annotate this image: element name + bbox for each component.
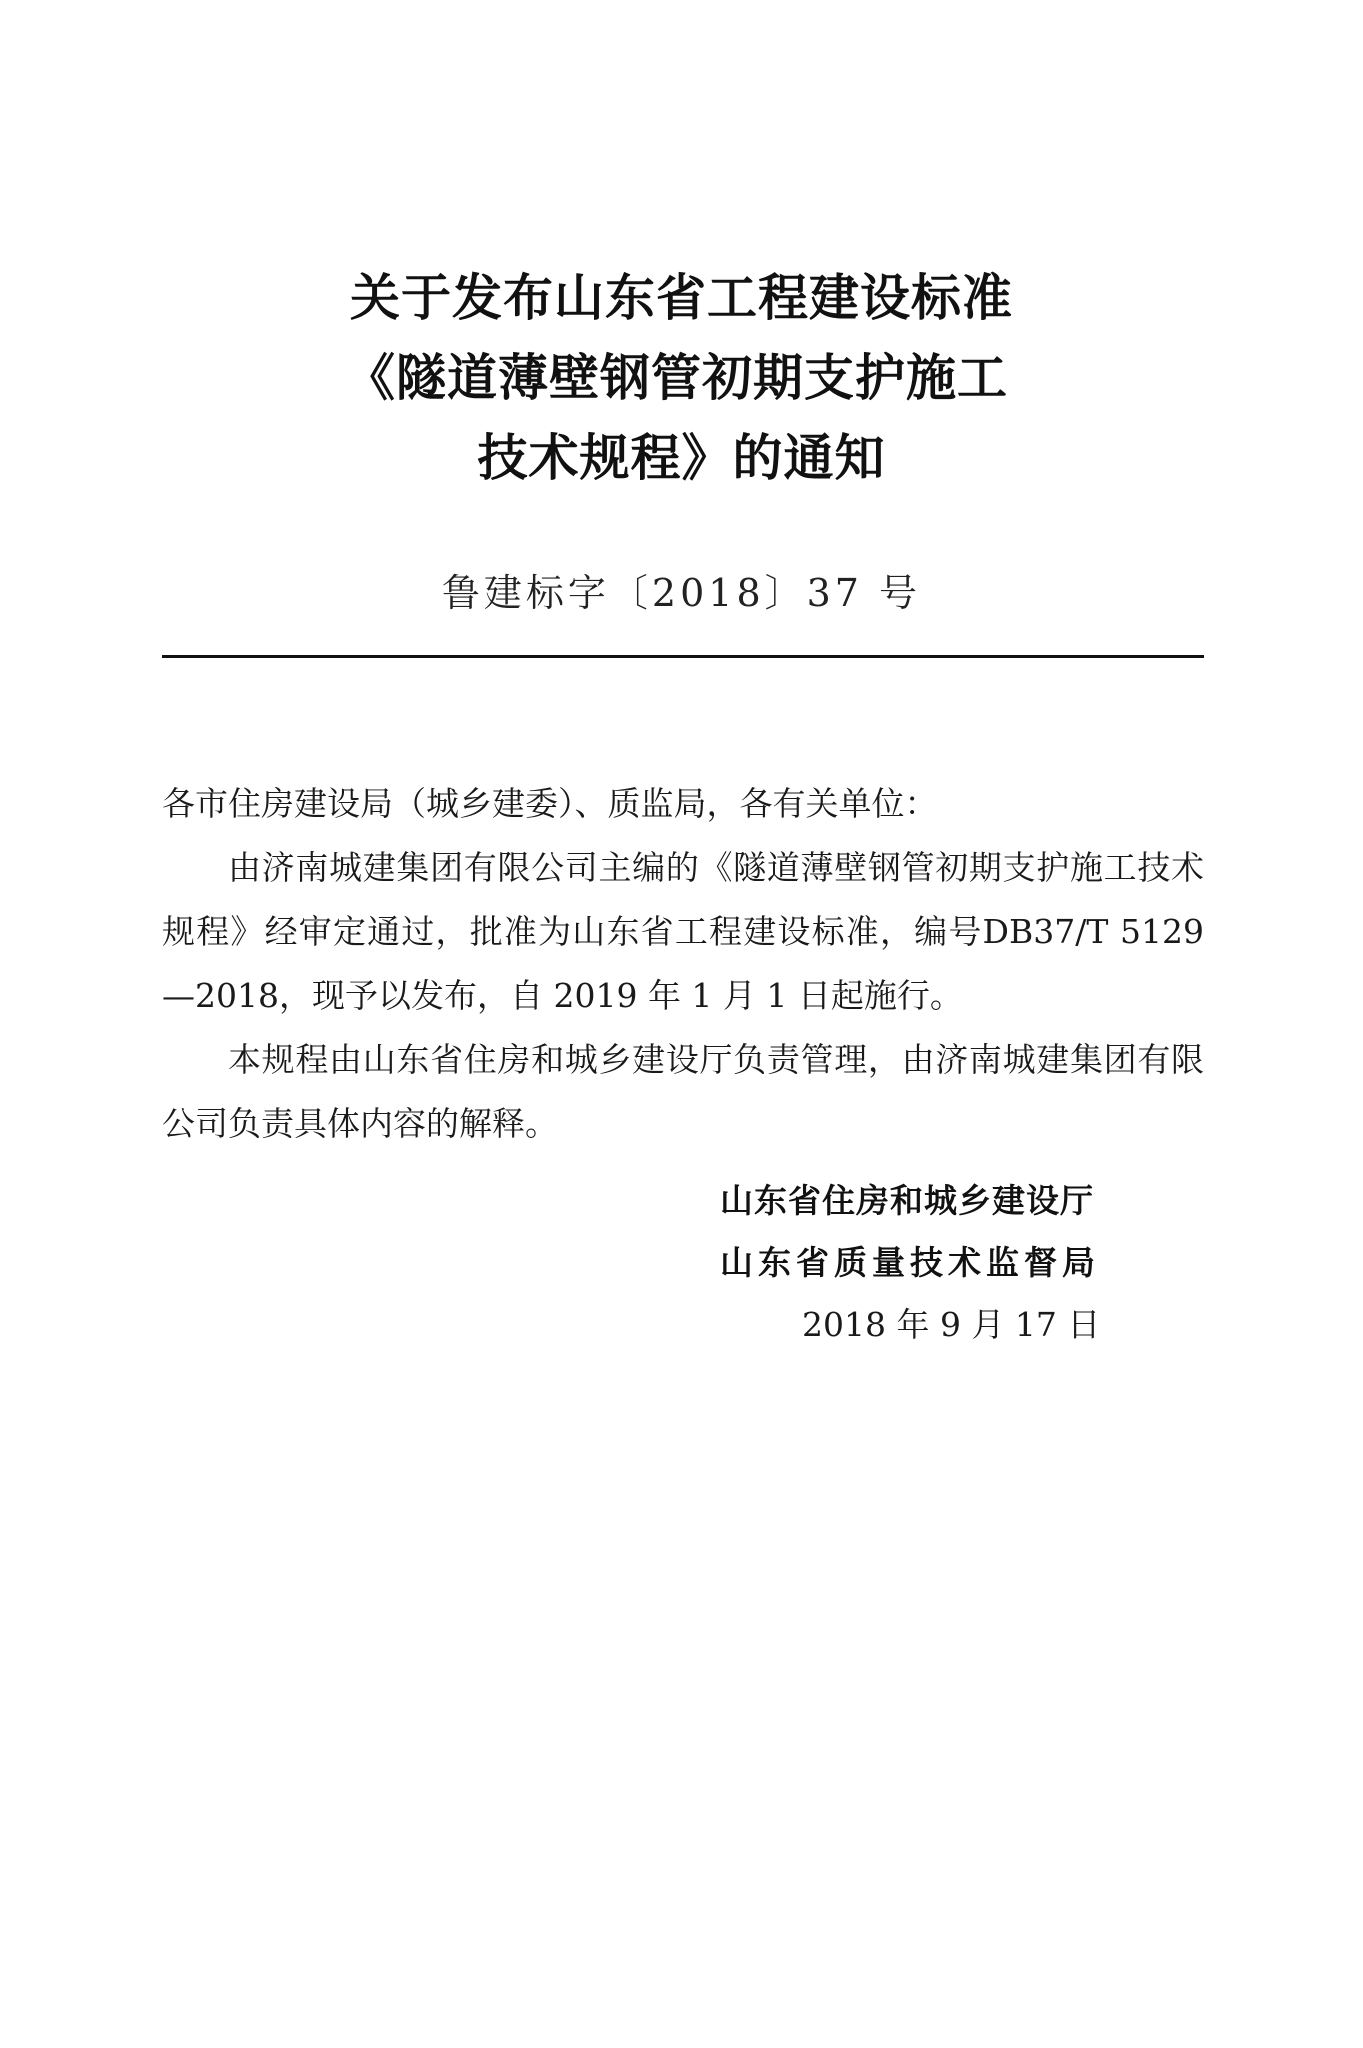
salutation: 各市住房建设局（城乡建委）、质监局，各有关单位：: [162, 784, 938, 823]
signatory-quality-bureau: 山东省质量技术监督局: [720, 1243, 1100, 1282]
title-line-1: 关于发布山东省工程建设标准: [350, 269, 1013, 327]
body-paragraph-1: 由济南城建集团有限公司主编的《隧道薄壁钢管初期支护施工技术规程》经审定通过，批准为山东省工程建设标准，编号DB37/T 5129—2018，现予以发布，自 2019 年 1 月 1 日起施行。: [162, 848, 1204, 1015]
title-line-3: 技术规程》的通知: [477, 429, 886, 487]
header-divider: [162, 655, 1204, 658]
issue-date: 2018 年 9 月 17 日: [802, 1305, 1101, 1344]
signature-block: [720, 1170, 1200, 1356]
notice-title: [0, 258, 1363, 498]
title-line-2: 《隧道薄壁钢管初期支护施工: [345, 349, 1008, 407]
signatory-housing-department: 山东省住房和城乡建设厅: [720, 1181, 1094, 1220]
body-paragraph-2: 本规程由山东省住房和城乡建设厅负责管理，由济南城建集团有限公司负责具体内容的解释。: [162, 1040, 1204, 1143]
document-number: 鲁建标字〔2018〕37 号: [441, 571, 922, 615]
notice-body: [162, 772, 1204, 1156]
